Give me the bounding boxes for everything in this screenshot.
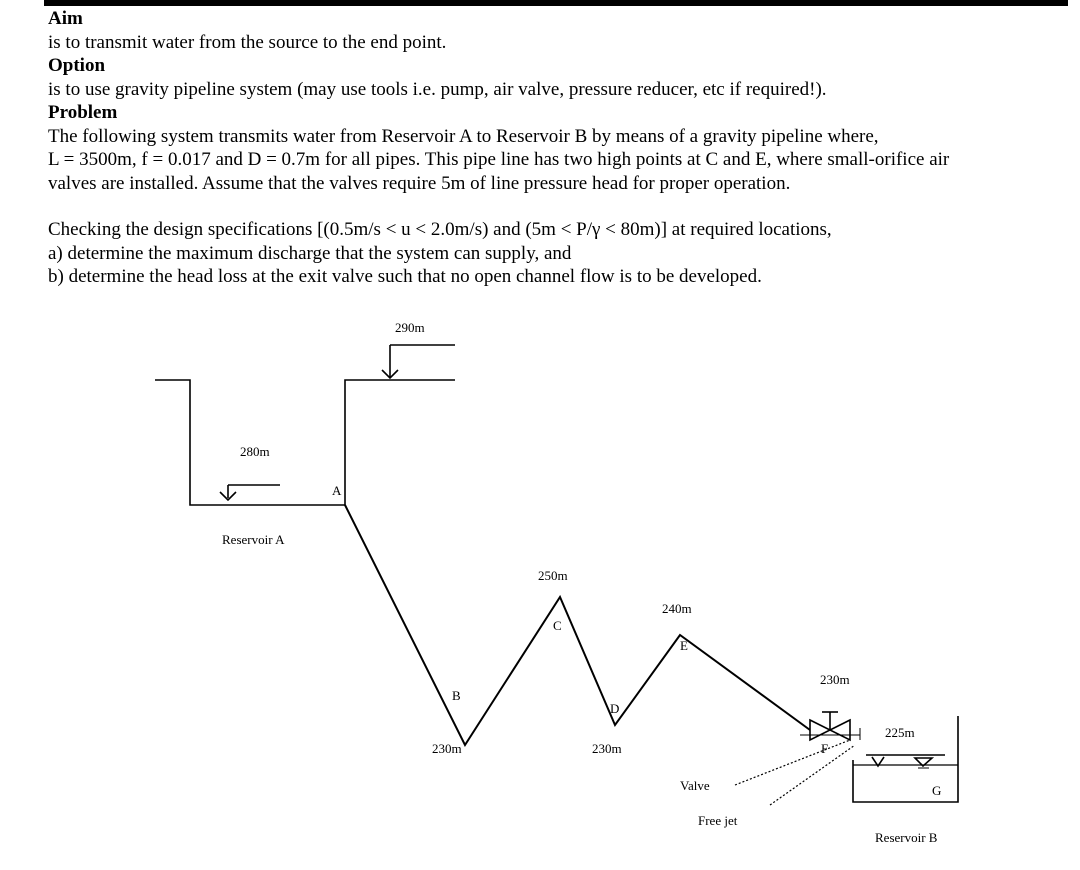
pipeline — [345, 505, 810, 745]
reservoir-b-label: Reservoir B — [875, 830, 938, 845]
free-jet-label: Free jet — [698, 813, 738, 828]
free-jet-line-upper — [735, 740, 850, 785]
option-heading: Option — [48, 55, 106, 76]
free-jet-line-lower — [770, 745, 855, 805]
point-f-label: F — [821, 741, 829, 756]
aim-body: is to transmit water from the source to the end point. — [48, 31, 447, 53]
problem-line-2: L = 3500m, f = 0.017 and D = 0.7m for all pipes. This pipe line has two high points at C and E, where small-orifice air — [48, 149, 950, 170]
point-g-label: G — [932, 783, 942, 798]
elevation-230-d-label: 230m — [592, 741, 622, 756]
question-a: a) determine the maximum discharge that the system can supply, and — [48, 242, 572, 264]
elevation-230-b-label: 230m — [432, 741, 462, 756]
aim-heading: Aim — [48, 8, 83, 29]
elevation-290-label: 290m — [395, 320, 425, 335]
elevation-280-label: 280m — [240, 444, 270, 459]
point-d-label: D — [610, 701, 620, 716]
option-body: is to use gravity pipeline system (may use tools i.e. pump, air valve, pressure reducer, etc if required!). — [48, 78, 827, 100]
check-line: Checking the design specifications [(0.5m/s < u < 2.0m/s) and (5m < P/γ < 80m)] at required locations, — [48, 219, 832, 240]
problem-line-3: valves are installed. Assume that the valves require 5m of line pressure head for proper operation. — [48, 172, 791, 194]
elevation-230-f-label: 230m — [820, 672, 850, 687]
exit-valve-icon — [800, 712, 860, 740]
reservoir-a-label: Reservoir A — [222, 532, 285, 547]
problem-line-1: The following system transmits water from Reservoir A to Reservoir B by means of a gravity pipeline where, — [48, 125, 879, 147]
elevation-225-label: 225m — [885, 725, 915, 740]
question-b: b) determine the head loss at the exit valve such that no open channel flow is to be developed. — [48, 266, 762, 287]
point-c-label: C — [553, 618, 562, 633]
problem-heading: Problem — [48, 102, 118, 123]
point-a-label: A — [332, 483, 342, 498]
reservoir-a-tank — [155, 380, 455, 505]
point-b-label: B — [452, 688, 461, 703]
elevation-240-label: 240m — [662, 601, 692, 616]
point-e-label: E — [680, 638, 688, 653]
elevation-250-label: 250m — [538, 568, 568, 583]
valve-label: Valve — [680, 778, 710, 793]
